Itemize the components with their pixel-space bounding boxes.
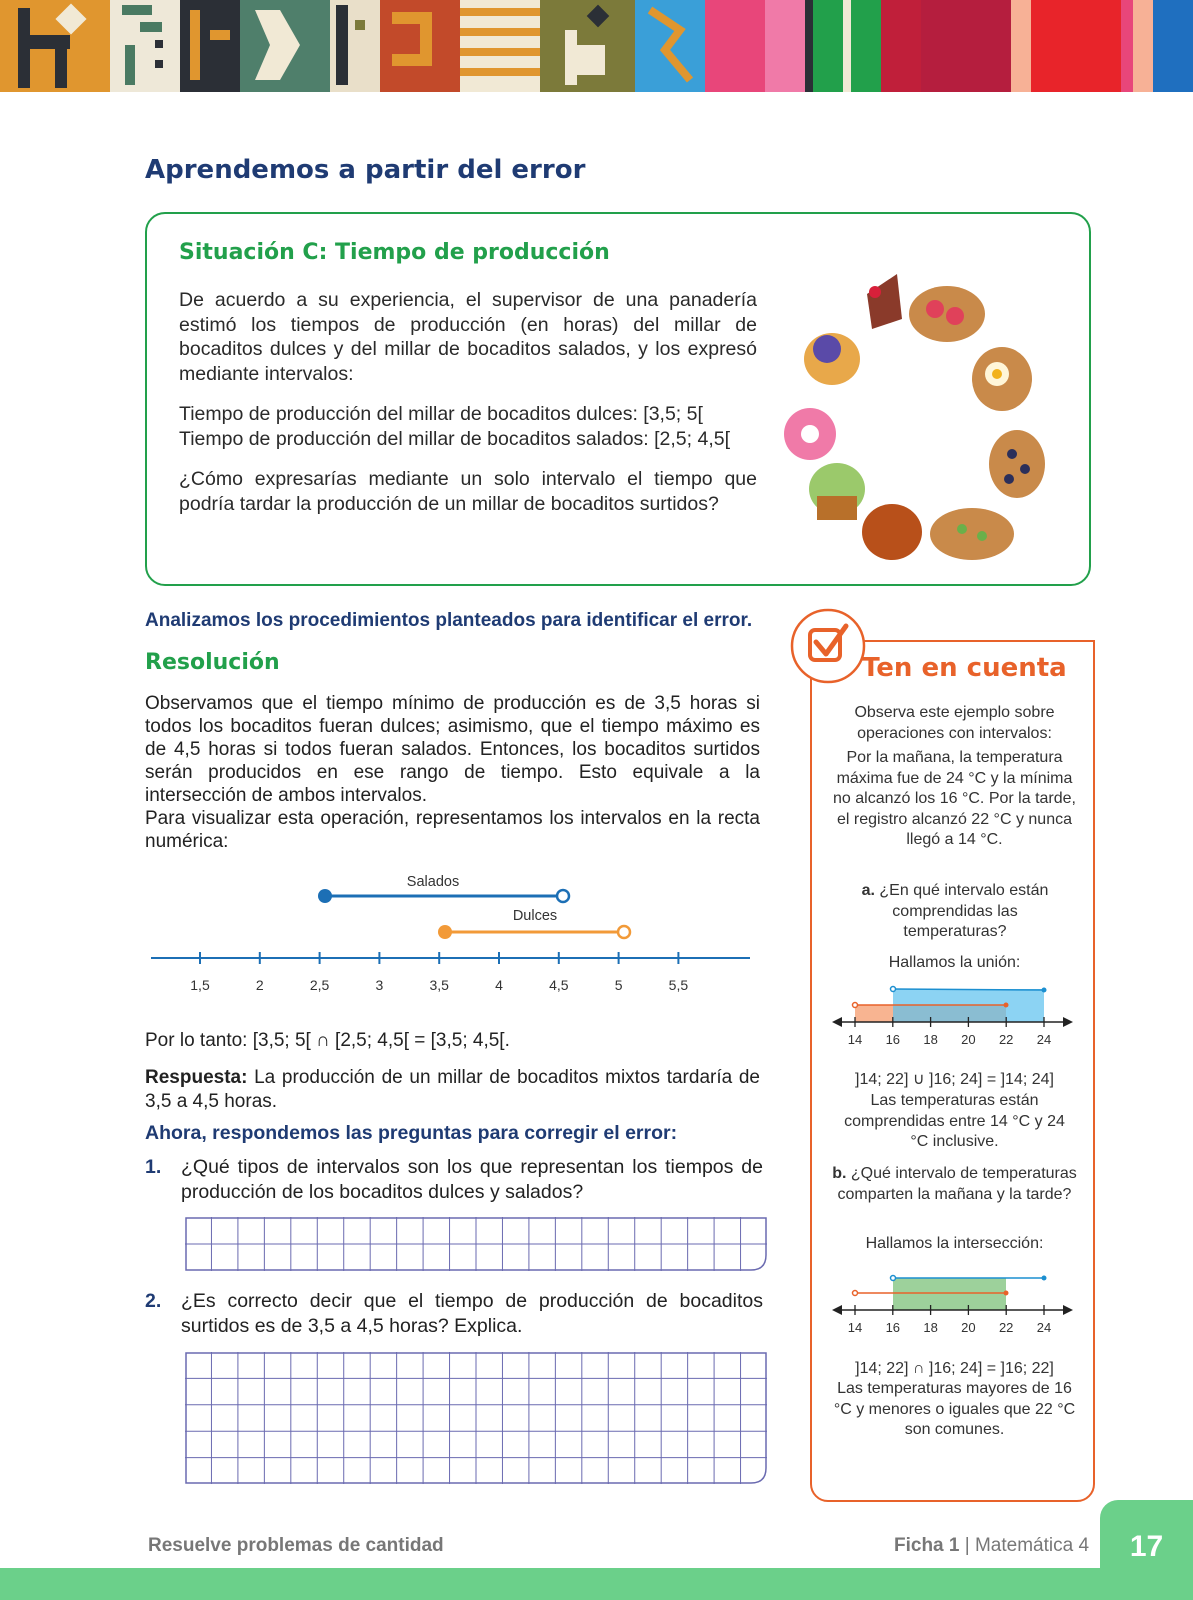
- intersection-explanation: Las temperaturas mayores de 16 °C y menores o iguales que 22 °C son comunes.: [833, 1380, 1076, 1438]
- tick-label: 24: [1036, 1320, 1052, 1335]
- footer-ficha: Ficha 1: [894, 1535, 960, 1556]
- page-title: Aprendemos a partir del error: [145, 155, 586, 185]
- question-text: ¿En qué intervalo están comprendidas las temperaturas?: [874, 882, 1049, 940]
- tick-label: 20: [961, 1320, 976, 1335]
- dulces-open-endpoint: [618, 926, 630, 938]
- intersection-intro: Hallamos la intersección:: [865, 1235, 1044, 1252]
- tick-label: 3: [375, 977, 384, 993]
- situation-paragraph: De acuerdo a su experiencia, el supervisor de una panadería estimó los tiempos de producción (en horas) del millar de bocaditos dulces y del millar de bocaditos salados, y los expresó mediante intervalos:: [179, 289, 757, 385]
- tick-label: 18: [923, 1320, 938, 1335]
- question-label: a.: [861, 882, 875, 899]
- decorative-textile-banner: [0, 0, 1193, 92]
- salados-closed-endpoint: [318, 889, 332, 903]
- tip-question-b: [832, 1164, 1077, 1205]
- union-explanation: Las temperaturas están comprendidas entre 14 °C y 24 °C inclusive.: [844, 1092, 1065, 1150]
- answer: [145, 1066, 760, 1114]
- union-number-line: [830, 980, 1075, 1050]
- question-label: b.: [832, 1165, 847, 1182]
- footer-bar: [0, 1568, 1193, 1600]
- page-number: 17: [1129, 1530, 1164, 1563]
- tick-label: 1,5: [190, 977, 210, 993]
- dulces-closed-endpoint: [438, 925, 452, 939]
- resolution-text: [145, 692, 760, 853]
- intersection-result: ]14; 22] ∩ ]16; 24] = ]16; 22]: [855, 1360, 1054, 1377]
- number-line: [145, 870, 760, 1010]
- union-intro: Hallamos la unión:: [888, 954, 1021, 971]
- answer-label: Respuesta:: [145, 1067, 248, 1088]
- question-1: [145, 1155, 763, 1205]
- tick-label: 5: [614, 977, 623, 993]
- dulces-label: Dulces: [512, 908, 558, 924]
- tick-label: 22: [998, 1032, 1014, 1047]
- tick-label: 5,5: [668, 977, 689, 993]
- checkmark-icon: [790, 606, 870, 686]
- resolution-paragraph: Observamos que el tiempo mínimo de producción es de 3,5 horas si todos los bocaditos fueran dulces; asimismo, que el tiempo máximo es de 4,5 horas si todos fueran salados. Entonces, los bocaditos surtidos serán producidos en ese rango de tiempo. Esto equivale a la intersección de ambos intervalos.: [145, 693, 760, 806]
- question-text: ¿Es correcto decir que el tiempo de producción de bocaditos surtidos es de 3,5 a 4,5 horas? Explica.: [181, 1290, 763, 1337]
- tick-label: 20: [961, 1032, 976, 1047]
- correction-heading: Ahora, respondemos las preguntas para corregir el error:: [145, 1122, 678, 1144]
- tick-label: 16: [885, 1320, 901, 1335]
- situation-title: Situación C: Tiempo de producción: [179, 240, 610, 265]
- footer-separator: |: [959, 1535, 975, 1556]
- footer-subject: Matemática 4: [974, 1535, 1090, 1556]
- pastries-illustration: [777, 264, 1067, 564]
- tick-label: 3,5: [429, 977, 449, 993]
- question-text: ¿Qué tipos de intervalos son los que representan los tiempos de producción de los bocaditos dulces y salados?: [181, 1156, 763, 1203]
- situation-text: [179, 288, 757, 532]
- tip-example: Por la mañana, la temperatura máxima fue de 24 °C y la mínima no alcanzó los 16 °C. Por la tarde, el registro alcanzó 22 °C y nunca llegó a 14 °C.: [833, 749, 1076, 848]
- tick-label: 14: [847, 1032, 863, 1047]
- answer-grid-1[interactable]: [185, 1217, 767, 1271]
- question-2: [145, 1289, 763, 1339]
- conclusion-text: Por lo tanto: [3,5; 5[ ∩ [2,5; 4,5[ = [3,5; 4,5[.: [145, 1030, 510, 1051]
- resolution-heading: Resolución: [145, 650, 280, 675]
- salados-label: Salados: [406, 874, 460, 890]
- union-result: ]14; 22] ∪ ]16; 24] = ]14; 24]: [855, 1071, 1054, 1088]
- tick-label: 18: [923, 1032, 938, 1047]
- tick-label: 4: [495, 977, 503, 993]
- question-text: ¿Qué intervalo de temperaturas comparten la mañana y la tarde?: [837, 1165, 1077, 1203]
- tip-question-a: [850, 881, 1060, 943]
- footer-competency: Resuelve problemas de cantidad: [148, 1535, 444, 1556]
- salados-open-endpoint: [557, 890, 569, 902]
- tick-label: 14: [847, 1320, 863, 1335]
- situation-sweet-interval: Tiempo de producción del millar de bocaditos dulces: [3,5; 5[: [179, 403, 703, 425]
- situation-savory-interval: Tiempo de producción del millar de bocaditos salados: [2,5; 4,5[: [179, 427, 731, 450]
- tick-label: 24: [1036, 1032, 1052, 1047]
- intersection-number-line: [830, 1268, 1075, 1338]
- question-number: 2.: [145, 1290, 162, 1312]
- tick-label: 4,5: [549, 977, 569, 993]
- answer-grid-2[interactable]: [185, 1352, 767, 1484]
- answer-text: La producción de un millar de bocaditos mixtos tardaría de 3,5 a 4,5 horas.: [145, 1067, 760, 1112]
- footer-reference: [894, 1535, 1089, 1557]
- situation-question: ¿Cómo expresarías mediante un solo intervalo el tiempo que podría tardar la producción de un millar de bocaditos surtidos?: [179, 468, 757, 515]
- situation-box: [145, 212, 1091, 586]
- tip-title: Ten en cuenta: [862, 653, 1067, 683]
- tick-label: 16: [885, 1032, 901, 1047]
- question-number: 1.: [145, 1156, 162, 1178]
- tip-intro: Observa este ejemplo sobre operaciones con intervalos:: [854, 704, 1055, 742]
- resolution-paragraph: Para visualizar esta operación, representamos los intervalos en la recta numérica:: [145, 808, 760, 852]
- tick-label: 22: [998, 1320, 1014, 1335]
- tick-label: 2: [255, 977, 264, 993]
- analysis-intro: Analizamos los procedimientos planteados para identificar el error.: [145, 610, 753, 631]
- tick-label: 2,5: [309, 977, 330, 993]
